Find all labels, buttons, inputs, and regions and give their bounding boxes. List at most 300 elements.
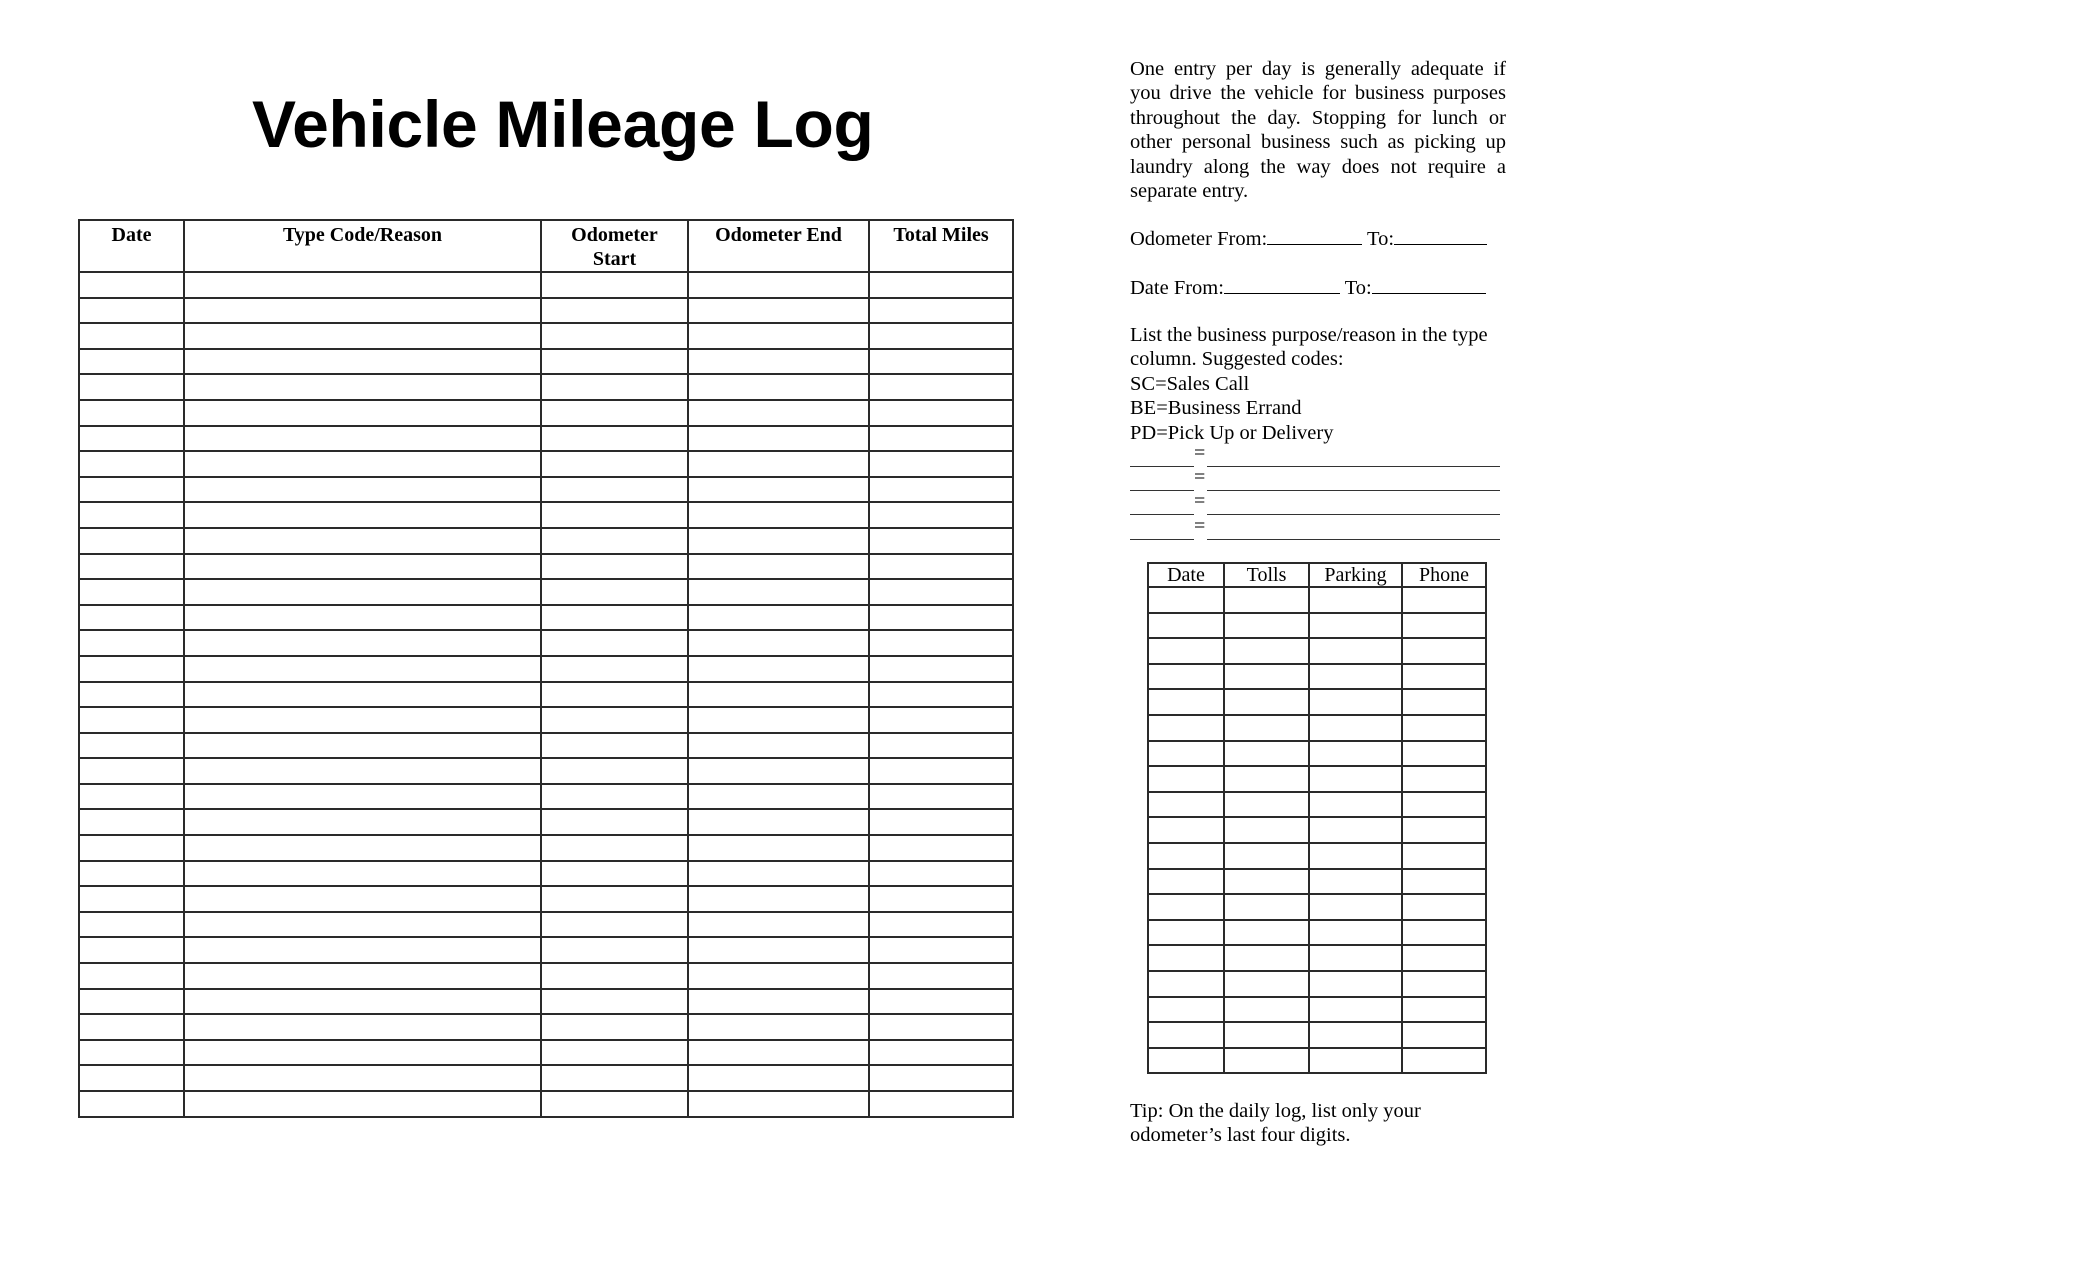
date-cell[interactable] xyxy=(1148,971,1224,997)
date-cell[interactable] xyxy=(79,733,184,759)
odometer-start-cell[interactable] xyxy=(541,989,688,1015)
parking-cell[interactable] xyxy=(1309,741,1402,767)
code-description-field[interactable] xyxy=(1207,514,1500,515)
type-code-reason-cell[interactable] xyxy=(184,349,541,375)
odometer-end-cell[interactable] xyxy=(688,477,869,503)
odometer-start-cell[interactable] xyxy=(541,707,688,733)
table-row xyxy=(1148,664,1486,690)
parking-cell[interactable] xyxy=(1309,792,1402,818)
custom-code-row xyxy=(1130,466,1506,493)
table-row xyxy=(1148,945,1486,971)
odometer-start-cell[interactable] xyxy=(541,298,688,324)
code-abbrev-field[interactable] xyxy=(1130,514,1194,515)
date-cell[interactable] xyxy=(1148,689,1224,715)
odometer-start-cell[interactable] xyxy=(541,682,688,708)
date-cell[interactable] xyxy=(79,963,184,989)
type-code-reason-cell[interactable] xyxy=(184,605,541,631)
date-cell[interactable] xyxy=(79,758,184,784)
date-cell[interactable] xyxy=(1148,843,1224,869)
phone-cell[interactable] xyxy=(1402,638,1486,664)
odometer-start-cell[interactable] xyxy=(541,937,688,963)
tolls-cell[interactable] xyxy=(1224,638,1309,664)
instructions-paragraph: One entry per day is generally adequate if you drive the vehicle for business purposes throughout the day. Stopping for lunch or other personal business such as picking up laundry along the way does not require a separate entry. xyxy=(1130,58,1506,203)
tolls-cell[interactable] xyxy=(1224,741,1309,767)
odometer-end-cell[interactable] xyxy=(688,502,869,528)
parking-cell[interactable] xyxy=(1309,1048,1402,1074)
total-miles-cell[interactable] xyxy=(869,707,1013,733)
phone-cell[interactable] xyxy=(1402,613,1486,639)
odometer-start-cell[interactable] xyxy=(541,528,688,554)
parking-cell[interactable] xyxy=(1309,869,1402,895)
odometer-start-cell[interactable] xyxy=(541,554,688,580)
total-miles-cell[interactable] xyxy=(869,861,1013,887)
odometer-end-cell[interactable] xyxy=(688,1065,869,1091)
code-description-field[interactable] xyxy=(1207,539,1500,540)
type-code-reason-cell[interactable] xyxy=(184,707,541,733)
date-cell[interactable] xyxy=(79,579,184,605)
date-cell[interactable] xyxy=(1148,920,1224,946)
parking-cell[interactable] xyxy=(1309,766,1402,792)
type-code-reason-cell[interactable] xyxy=(184,1091,541,1117)
date-cell[interactable] xyxy=(1148,1022,1224,1048)
parking-cell[interactable] xyxy=(1309,817,1402,843)
total-miles-cell[interactable] xyxy=(869,605,1013,631)
table-row xyxy=(1148,792,1486,818)
total-miles-cell[interactable] xyxy=(869,733,1013,759)
odometer-start-cell[interactable] xyxy=(541,323,688,349)
total-miles-cell[interactable] xyxy=(869,758,1013,784)
date-cell[interactable] xyxy=(1148,741,1224,767)
date-cell[interactable] xyxy=(1148,792,1224,818)
table-row xyxy=(79,605,1013,631)
tolls-cell[interactable] xyxy=(1224,971,1309,997)
type-code-reason-cell[interactable] xyxy=(184,272,541,298)
date-cell[interactable] xyxy=(79,682,184,708)
tolls-cell[interactable] xyxy=(1224,792,1309,818)
type-code-reason-cell[interactable] xyxy=(184,502,541,528)
odometer-end-cell[interactable] xyxy=(688,554,869,580)
odometer-start-cell[interactable] xyxy=(541,630,688,656)
tolls-cell[interactable] xyxy=(1224,715,1309,741)
total-miles-cell[interactable] xyxy=(869,656,1013,682)
column-header-label-line1: Odometer xyxy=(571,224,658,246)
total-miles-cell[interactable] xyxy=(869,912,1013,938)
table-row xyxy=(79,477,1013,503)
total-miles-cell[interactable] xyxy=(869,272,1013,298)
parking-cell[interactable] xyxy=(1309,715,1402,741)
type-code-reason-cell[interactable] xyxy=(184,733,541,759)
code-business-errand: BE=Business Errand xyxy=(1130,397,1302,420)
odometer-end-cell[interactable] xyxy=(688,937,869,963)
total-miles-cell[interactable] xyxy=(869,374,1013,400)
odometer-end-cell[interactable] xyxy=(688,528,869,554)
odometer-end-cell[interactable] xyxy=(688,298,869,324)
phone-cell[interactable] xyxy=(1402,945,1486,971)
total-miles-cell[interactable] xyxy=(869,886,1013,912)
table-row xyxy=(79,1014,1013,1040)
type-code-reason-cell[interactable] xyxy=(184,400,541,426)
date-cell[interactable] xyxy=(1148,638,1224,664)
phone-cell[interactable] xyxy=(1402,792,1486,818)
date-cell[interactable] xyxy=(79,835,184,861)
date-to-field[interactable] xyxy=(1372,275,1486,294)
table-row xyxy=(79,809,1013,835)
total-miles-cell[interactable] xyxy=(869,1091,1013,1117)
date-from-field[interactable] xyxy=(1224,275,1340,294)
odometer-end-cell[interactable] xyxy=(688,349,869,375)
column-header-phone: Phone xyxy=(1402,563,1486,587)
table-row xyxy=(1148,1048,1486,1074)
code-pick-up-delivery: PD=Pick Up or Delivery xyxy=(1130,421,1334,444)
date-cell[interactable] xyxy=(79,937,184,963)
tolls-cell[interactable] xyxy=(1224,817,1309,843)
column-header-label-line2: Start xyxy=(592,248,637,270)
type-code-reason-cell[interactable] xyxy=(184,682,541,708)
mileage-log-body xyxy=(79,272,1013,1117)
type-code-reason-cell[interactable] xyxy=(184,784,541,810)
odometer-end-cell[interactable] xyxy=(688,400,869,426)
odometer-end-cell[interactable] xyxy=(688,886,869,912)
phone-cell[interactable] xyxy=(1402,971,1486,997)
odometer-start-cell[interactable] xyxy=(541,426,688,452)
phone-cell[interactable] xyxy=(1402,689,1486,715)
type-code-reason-cell[interactable] xyxy=(184,374,541,400)
odometer-start-cell[interactable] xyxy=(541,784,688,810)
odometer-start-cell[interactable] xyxy=(541,758,688,784)
tolls-cell[interactable] xyxy=(1224,843,1309,869)
date-cell[interactable] xyxy=(1148,587,1224,613)
odometer-end-cell[interactable] xyxy=(688,426,869,452)
odometer-end-cell[interactable] xyxy=(688,733,869,759)
column-header-parking: Parking xyxy=(1309,563,1402,587)
date-cell[interactable] xyxy=(79,1014,184,1040)
type-code-reason-cell[interactable] xyxy=(184,630,541,656)
odometer-start-cell[interactable] xyxy=(541,861,688,887)
date-cell[interactable] xyxy=(79,477,184,503)
odometer-end-cell[interactable] xyxy=(688,912,869,938)
type-code-reason-cell[interactable] xyxy=(184,579,541,605)
total-miles-cell[interactable] xyxy=(869,554,1013,580)
date-cell[interactable] xyxy=(79,886,184,912)
odometer-end-cell[interactable] xyxy=(688,272,869,298)
odometer-start-cell[interactable] xyxy=(541,502,688,528)
type-code-reason-cell[interactable] xyxy=(184,809,541,835)
table-row xyxy=(79,272,1013,298)
phone-cell[interactable] xyxy=(1402,997,1486,1023)
odometer-end-cell[interactable] xyxy=(688,989,869,1015)
date-cell[interactable] xyxy=(79,502,184,528)
odometer-start-cell[interactable] xyxy=(541,835,688,861)
table-row xyxy=(1148,613,1486,639)
table-row xyxy=(79,963,1013,989)
date-cell[interactable] xyxy=(79,989,184,1015)
total-miles-cell[interactable] xyxy=(869,579,1013,605)
table-row xyxy=(79,1091,1013,1117)
odometer-end-cell[interactable] xyxy=(688,1014,869,1040)
date-cell[interactable] xyxy=(1148,945,1224,971)
type-code-reason-cell[interactable] xyxy=(184,426,541,452)
odometer-end-cell[interactable] xyxy=(688,758,869,784)
date-cell[interactable] xyxy=(79,630,184,656)
odometer-end-cell[interactable] xyxy=(688,1040,869,1066)
tolls-cell[interactable] xyxy=(1224,1022,1309,1048)
date-cell[interactable] xyxy=(1148,817,1224,843)
date-cell[interactable] xyxy=(79,1091,184,1117)
odometer-to-field[interactable] xyxy=(1394,226,1487,245)
total-miles-cell[interactable] xyxy=(869,809,1013,835)
total-miles-cell[interactable] xyxy=(869,298,1013,324)
odometer-start-cell[interactable] xyxy=(541,1014,688,1040)
code-abbrev-field[interactable] xyxy=(1130,539,1194,540)
codes-section xyxy=(1130,323,1506,542)
tolls-cell[interactable] xyxy=(1224,689,1309,715)
table-row xyxy=(79,630,1013,656)
type-code-reason-cell[interactable] xyxy=(184,1040,541,1066)
total-miles-cell[interactable] xyxy=(869,349,1013,375)
date-cell[interactable] xyxy=(79,656,184,682)
odometer-end-cell[interactable] xyxy=(688,784,869,810)
total-miles-cell[interactable] xyxy=(869,400,1013,426)
column-header-odometer-end xyxy=(688,220,869,272)
table-row xyxy=(1148,715,1486,741)
date-cell[interactable] xyxy=(79,912,184,938)
parking-cell[interactable] xyxy=(1309,638,1402,664)
tolls-cell[interactable] xyxy=(1224,587,1309,613)
type-code-reason-cell[interactable] xyxy=(184,758,541,784)
column-header-date: Date xyxy=(1148,563,1224,587)
odometer-start-cell[interactable] xyxy=(541,272,688,298)
date-cell[interactable] xyxy=(79,1040,184,1066)
parking-cell[interactable] xyxy=(1309,613,1402,639)
type-code-reason-cell[interactable] xyxy=(184,1014,541,1040)
parking-cell[interactable] xyxy=(1309,587,1402,613)
date-cell[interactable] xyxy=(1148,997,1224,1023)
type-code-reason-cell[interactable] xyxy=(184,1065,541,1091)
total-miles-cell[interactable] xyxy=(869,426,1013,452)
odometer-start-cell[interactable] xyxy=(541,374,688,400)
total-miles-cell[interactable] xyxy=(869,1065,1013,1091)
parking-cell[interactable] xyxy=(1309,1022,1402,1048)
odometer-end-cell[interactable] xyxy=(688,835,869,861)
table-row xyxy=(1148,920,1486,946)
odometer-end-cell[interactable] xyxy=(688,451,869,477)
table-row xyxy=(79,784,1013,810)
phone-cell[interactable] xyxy=(1402,843,1486,869)
code-abbrev-field[interactable] xyxy=(1130,466,1194,467)
phone-cell[interactable] xyxy=(1402,817,1486,843)
odometer-start-cell[interactable] xyxy=(541,656,688,682)
type-code-reason-cell[interactable] xyxy=(184,528,541,554)
column-header-date xyxy=(79,220,184,272)
odometer-end-cell[interactable] xyxy=(688,605,869,631)
tolls-cell[interactable] xyxy=(1224,869,1309,895)
total-miles-cell[interactable] xyxy=(869,528,1013,554)
date-cell[interactable] xyxy=(79,298,184,324)
phone-cell[interactable] xyxy=(1402,766,1486,792)
date-cell[interactable] xyxy=(79,554,184,580)
date-cell[interactable] xyxy=(79,272,184,298)
date-range-line xyxy=(1130,275,1506,300)
odometer-end-cell[interactable] xyxy=(688,374,869,400)
table-row xyxy=(79,1065,1013,1091)
odometer-end-cell[interactable] xyxy=(688,861,869,887)
table-row xyxy=(1148,689,1486,715)
odometer-start-cell[interactable] xyxy=(541,400,688,426)
type-code-reason-cell[interactable] xyxy=(184,835,541,861)
tolls-cell[interactable] xyxy=(1224,945,1309,971)
odometer-start-cell[interactable] xyxy=(541,477,688,503)
odometer-start-cell[interactable] xyxy=(541,733,688,759)
parking-cell[interactable] xyxy=(1309,664,1402,690)
table-row xyxy=(79,528,1013,554)
odometer-start-cell[interactable] xyxy=(541,579,688,605)
date-cell[interactable] xyxy=(1148,1048,1224,1074)
date-cell[interactable] xyxy=(79,784,184,810)
odometer-start-cell[interactable] xyxy=(541,349,688,375)
date-cell[interactable] xyxy=(1148,664,1224,690)
total-miles-cell[interactable] xyxy=(869,937,1013,963)
type-code-reason-cell[interactable] xyxy=(184,861,541,887)
odometer-start-cell[interactable] xyxy=(541,809,688,835)
total-miles-cell[interactable] xyxy=(869,784,1013,810)
custom-code-blanks xyxy=(1130,442,1506,542)
odometer-start-cell[interactable] xyxy=(541,451,688,477)
odometer-start-cell[interactable] xyxy=(541,1040,688,1066)
type-code-reason-cell[interactable] xyxy=(184,298,541,324)
phone-cell[interactable] xyxy=(1402,920,1486,946)
phone-cell[interactable] xyxy=(1402,869,1486,895)
odometer-end-cell[interactable] xyxy=(688,579,869,605)
table-row xyxy=(79,886,1013,912)
type-code-reason-cell[interactable] xyxy=(184,989,541,1015)
total-miles-cell[interactable] xyxy=(869,989,1013,1015)
odometer-end-cell[interactable] xyxy=(688,656,869,682)
total-miles-cell[interactable] xyxy=(869,1040,1013,1066)
tolls-cell[interactable] xyxy=(1224,920,1309,946)
tolls-cell[interactable] xyxy=(1224,997,1309,1023)
tolls-cell[interactable] xyxy=(1224,766,1309,792)
table-row xyxy=(79,554,1013,580)
phone-cell[interactable] xyxy=(1402,741,1486,767)
odometer-end-cell[interactable] xyxy=(688,963,869,989)
date-cell[interactable] xyxy=(79,323,184,349)
date-cell[interactable] xyxy=(1148,894,1224,920)
odometer-end-cell[interactable] xyxy=(688,630,869,656)
total-miles-cell[interactable] xyxy=(869,963,1013,989)
date-to-label: To: xyxy=(1344,277,1372,299)
date-cell[interactable] xyxy=(79,528,184,554)
total-miles-cell[interactable] xyxy=(869,502,1013,528)
phone-cell[interactable] xyxy=(1402,715,1486,741)
total-miles-cell[interactable] xyxy=(869,1014,1013,1040)
odometer-end-cell[interactable] xyxy=(688,707,869,733)
date-cell[interactable] xyxy=(79,707,184,733)
phone-cell[interactable] xyxy=(1402,664,1486,690)
tolls-cell[interactable] xyxy=(1224,1048,1309,1074)
type-code-reason-cell[interactable] xyxy=(184,912,541,938)
date-cell[interactable] xyxy=(79,400,184,426)
odometer-from-field[interactable] xyxy=(1267,226,1362,245)
phone-cell[interactable] xyxy=(1402,1048,1486,1074)
type-code-reason-cell[interactable] xyxy=(184,451,541,477)
table-row xyxy=(1148,843,1486,869)
type-code-reason-cell[interactable] xyxy=(184,937,541,963)
column-header-type-code-reason xyxy=(184,220,541,272)
odometer-end-cell[interactable] xyxy=(688,323,869,349)
odometer-start-cell[interactable] xyxy=(541,912,688,938)
date-cell[interactable] xyxy=(79,1065,184,1091)
date-cell[interactable] xyxy=(79,349,184,375)
total-miles-cell[interactable] xyxy=(869,682,1013,708)
code-abbrev-field[interactable] xyxy=(1130,490,1194,491)
total-miles-cell[interactable] xyxy=(869,835,1013,861)
table-row xyxy=(79,835,1013,861)
code-description-field[interactable] xyxy=(1207,466,1500,467)
tolls-cell[interactable] xyxy=(1224,613,1309,639)
parking-cell[interactable] xyxy=(1309,689,1402,715)
odometer-end-cell[interactable] xyxy=(688,1091,869,1117)
odometer-end-cell[interactable] xyxy=(688,809,869,835)
type-code-reason-cell[interactable] xyxy=(184,323,541,349)
date-cell[interactable] xyxy=(79,426,184,452)
date-cell[interactable] xyxy=(79,605,184,631)
parking-cell[interactable] xyxy=(1309,843,1402,869)
tolls-cell[interactable] xyxy=(1224,664,1309,690)
equals-sign: = xyxy=(1194,466,1206,489)
type-code-reason-cell[interactable] xyxy=(184,886,541,912)
date-cell[interactable] xyxy=(1148,766,1224,792)
type-code-reason-cell[interactable] xyxy=(184,554,541,580)
type-code-reason-cell[interactable] xyxy=(184,656,541,682)
odometer-start-cell[interactable] xyxy=(541,605,688,631)
date-cell[interactable] xyxy=(1148,613,1224,639)
odometer-to-label: To: xyxy=(1366,228,1395,250)
code-description-field[interactable] xyxy=(1207,490,1500,491)
parking-cell[interactable] xyxy=(1309,945,1402,971)
table-row xyxy=(79,323,1013,349)
tolls-cell[interactable] xyxy=(1224,894,1309,920)
odometer-start-cell[interactable] xyxy=(541,963,688,989)
date-cell[interactable] xyxy=(1148,715,1224,741)
date-cell[interactable] xyxy=(79,451,184,477)
phone-cell[interactable] xyxy=(1402,1022,1486,1048)
total-miles-cell[interactable] xyxy=(869,477,1013,503)
total-miles-cell[interactable] xyxy=(869,451,1013,477)
date-cell[interactable] xyxy=(79,809,184,835)
parking-cell[interactable] xyxy=(1309,971,1402,997)
table-row xyxy=(79,1040,1013,1066)
date-cell[interactable] xyxy=(79,861,184,887)
odometer-end-cell[interactable] xyxy=(688,682,869,708)
type-code-reason-cell[interactable] xyxy=(184,477,541,503)
parking-cell[interactable] xyxy=(1309,920,1402,946)
type-code-reason-cell[interactable] xyxy=(184,963,541,989)
table-row xyxy=(79,758,1013,784)
table-row xyxy=(1148,997,1486,1023)
date-cell[interactable] xyxy=(79,374,184,400)
phone-cell[interactable] xyxy=(1402,894,1486,920)
total-miles-cell[interactable] xyxy=(869,630,1013,656)
odometer-start-cell[interactable] xyxy=(541,1065,688,1091)
odometer-start-cell[interactable] xyxy=(541,886,688,912)
date-cell[interactable] xyxy=(1148,869,1224,895)
total-miles-cell[interactable] xyxy=(869,323,1013,349)
parking-cell[interactable] xyxy=(1309,997,1402,1023)
phone-cell[interactable] xyxy=(1402,587,1486,613)
parking-cell[interactable] xyxy=(1309,894,1402,920)
table-row xyxy=(79,298,1013,324)
odometer-start-cell[interactable] xyxy=(541,1091,688,1117)
